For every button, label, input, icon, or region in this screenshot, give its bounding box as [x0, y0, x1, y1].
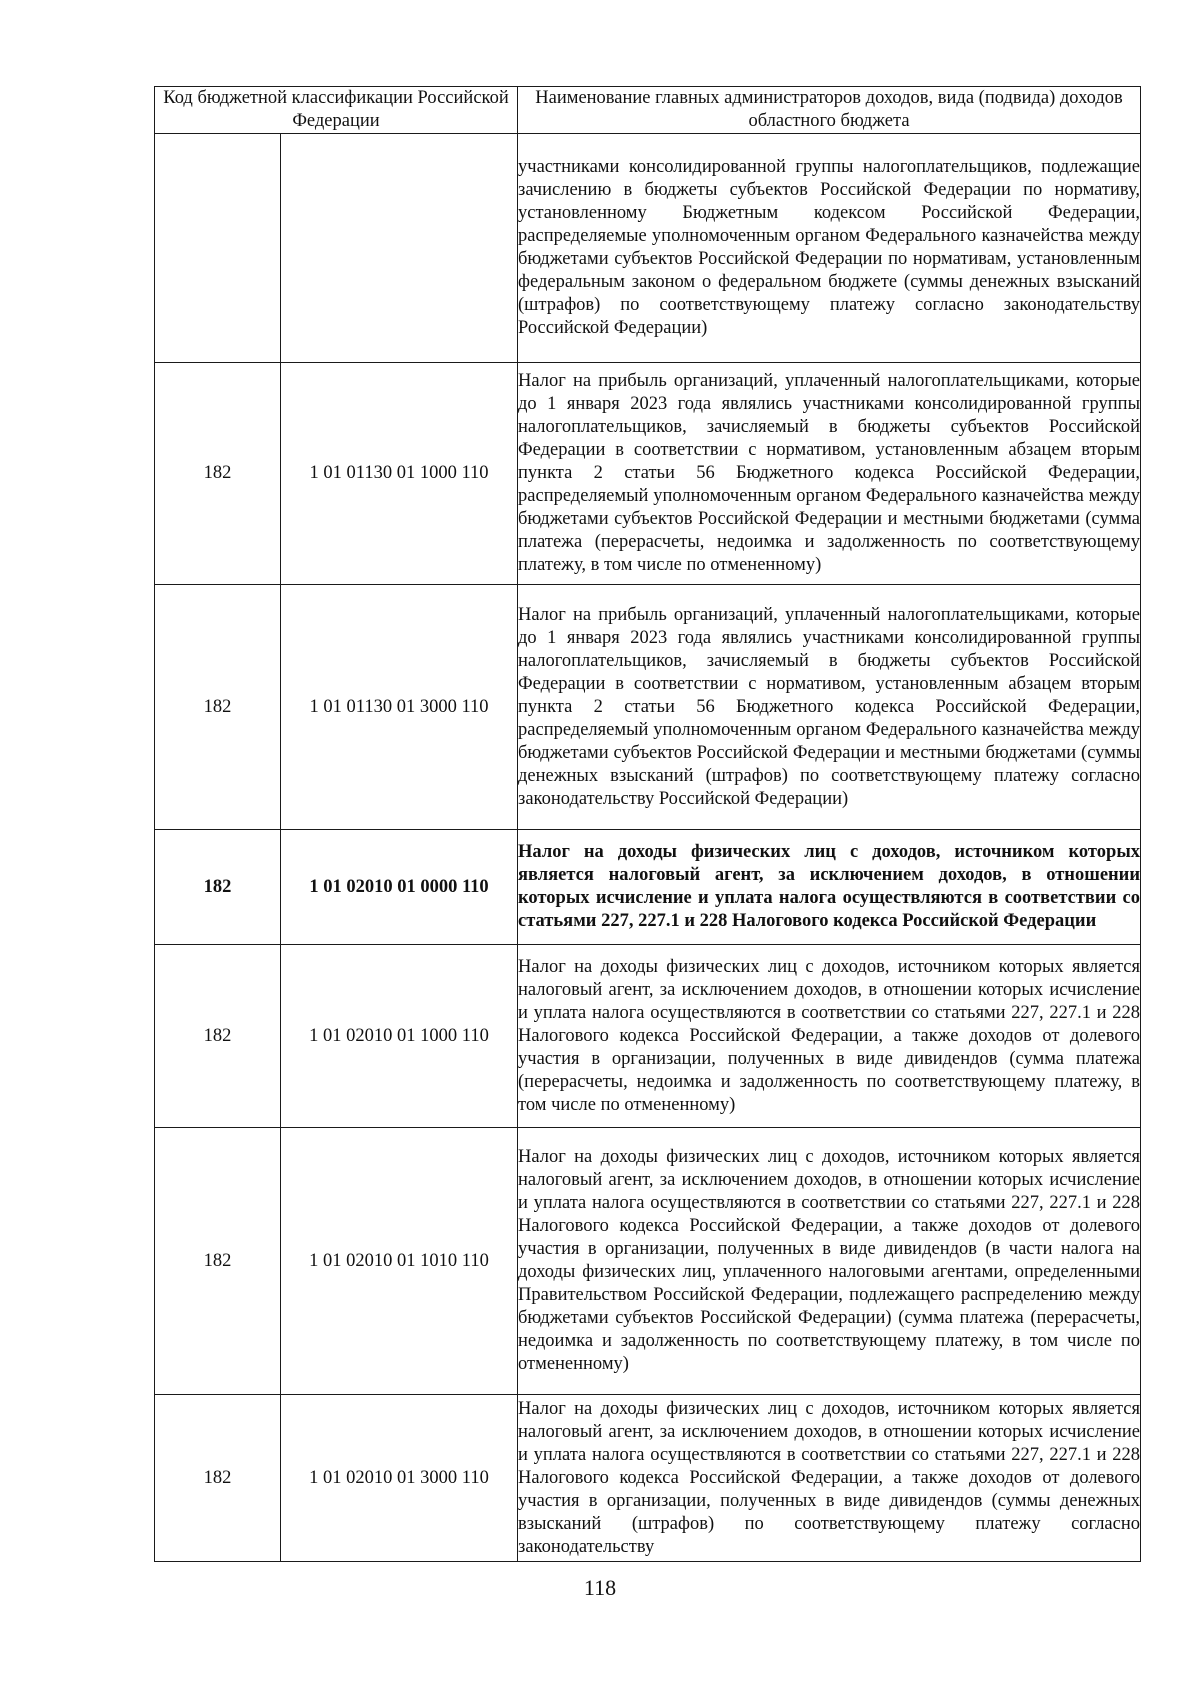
income-name-cell: Налог на доходы физических лиц с доходов, источником которых является налоговый агент, за исключением доходов, в отношении которых исчисление и уплата налога осуществляются в соответствии со статьями 227, 227.1 и 228 Налогового кодекса Российской Федерации, а также доходов от долевого участия в организации, полученных в виде дивидендов (в части налога на доходы физических лиц, уплаченного налоговыми агентами, определенными Правительством Российской Федерации, подлежащего распределению между бюджетами субъектов Российской Федерации) (сумма платежа (перерасчеты, недоимка и задолженность по соответствующему платежу, в том числе по отмененному)	[518, 1128, 1141, 1395]
admin-code-cell: 182	[155, 1395, 281, 1562]
table-row	[155, 1128, 1141, 1395]
table-row	[155, 830, 1141, 945]
admin-code-cell: 182	[155, 945, 281, 1128]
table-row	[155, 585, 1141, 830]
budget-code-cell: 1 01 02010 01 1000 110	[281, 945, 518, 1128]
budget-code-cell: 1 01 02010 01 1010 110	[281, 1128, 518, 1395]
income-name-cell: Налог на доходы физических лиц с доходов, источником которых является налоговый агент, за исключением доходов, в отношении которых исчисление и уплата налога осуществляются в соответствии со статьями 227, 227.1 и 228 Налогового кодекса Российской Федерации	[518, 830, 1141, 945]
table-row	[155, 134, 1141, 363]
budget-classification-table	[154, 86, 1141, 1562]
budget-code-cell: 1 01 02010 01 0000 110	[281, 830, 518, 945]
admin-code-cell: 182	[155, 1128, 281, 1395]
budget-code-cell	[281, 134, 518, 363]
table-row	[155, 1395, 1141, 1562]
income-name-cell: Налог на доходы физических лиц с доходов, источником которых является налоговый агент, за исключением доходов, в отношении которых исчисление и уплата налога осуществляются в соответствии со статьями 227, 227.1 и 228 Налогового кодекса Российской Федерации, а также доходов от долевого участия в организации, полученных в виде дивидендов (суммы денежных взысканий (штрафов) по соответствующему платежу согласно законодательству	[518, 1395, 1141, 1562]
budget-code-cell: 1 01 01130 01 1000 110	[281, 363, 518, 585]
header-name-column: Наименование главных администраторов доходов, вида (подвида) доходов областного бюджета	[518, 87, 1141, 134]
budget-code-cell: 1 01 01130 01 3000 110	[281, 585, 518, 830]
income-name-cell: Налог на прибыль организаций, уплаченный налогоплательщиками, которые до 1 января 2023 года являлись участниками консолидированной группы налогоплательщиков, зачисляемый в бюджеты субъектов Российской Федерации в соответствии с нормативом, установленным абзацем вторым пункта 2 статьи 56 Бюджетного кодекса Российской Федерации, распределяемый уполномоченным органом Федерального казначейства между бюджетами субъектов Российской Федерации и местными бюджетами (суммы денежных взысканий (штрафов) по соответствующему платежу согласно законодательству Российской Федерации)	[518, 585, 1141, 830]
admin-code-cell: 182	[155, 585, 281, 830]
admin-code-cell: 182	[155, 830, 281, 945]
admin-code-cell: 182	[155, 363, 281, 585]
income-name-cell: Налог на прибыль организаций, уплаченный налогоплательщиками, которые до 1 января 2023 года являлись участниками консолидированной группы налогоплательщиков, зачисляемый в бюджеты субъектов Российской Федерации в соответствии с нормативом, установленным абзацем вторым пункта 2 статьи 56 Бюджетного кодекса Российской Федерации, распределяемый уполномоченным органом Федерального казначейства между бюджетами субъектов Российской Федерации и местными бюджетами (сумма платежа (перерасчеты, недоимка и задолженность по соответствующему платежу, в том числе по отмененному)	[518, 363, 1141, 585]
table-row	[155, 945, 1141, 1128]
header-code-column: Код бюджетной классификации Российской Федерации	[155, 87, 518, 134]
table-row	[155, 363, 1141, 585]
admin-code-cell	[155, 134, 281, 363]
income-name-cell: Налог на доходы физических лиц с доходов, источником которых является налоговый агент, за исключением доходов, в отношении которых исчисление и уплата налога осуществляются в соответствии со статьями 227, 227.1 и 228 Налогового кодекса Российской Федерации, а также доходов от долевого участия в организации, полученных в виде дивидендов (сумма платежа (перерасчеты, недоимка и задолженность по соответствующему платежу, в том числе по отмененному)	[518, 945, 1141, 1128]
income-name-cell: участниками консолидированной группы налогоплательщиков, подлежащие зачислению в бюджеты субъектов Российской Федерации по нормативу, установленному Бюджетным кодексом Российской Федерации, распределяемые уполномоченным органом Федерального казначейства между бюджетами субъектов Российской Федерации по нормативам, установленным федеральным законом о федеральном бюджете (суммы денежных взысканий (штрафов) по соответствующему платежу согласно законодательству Российской Федерации)	[518, 134, 1141, 363]
budget-code-cell: 1 01 02010 01 3000 110	[281, 1395, 518, 1562]
table-header-row	[155, 87, 1141, 134]
page-number: 118	[583, 1575, 617, 1600]
